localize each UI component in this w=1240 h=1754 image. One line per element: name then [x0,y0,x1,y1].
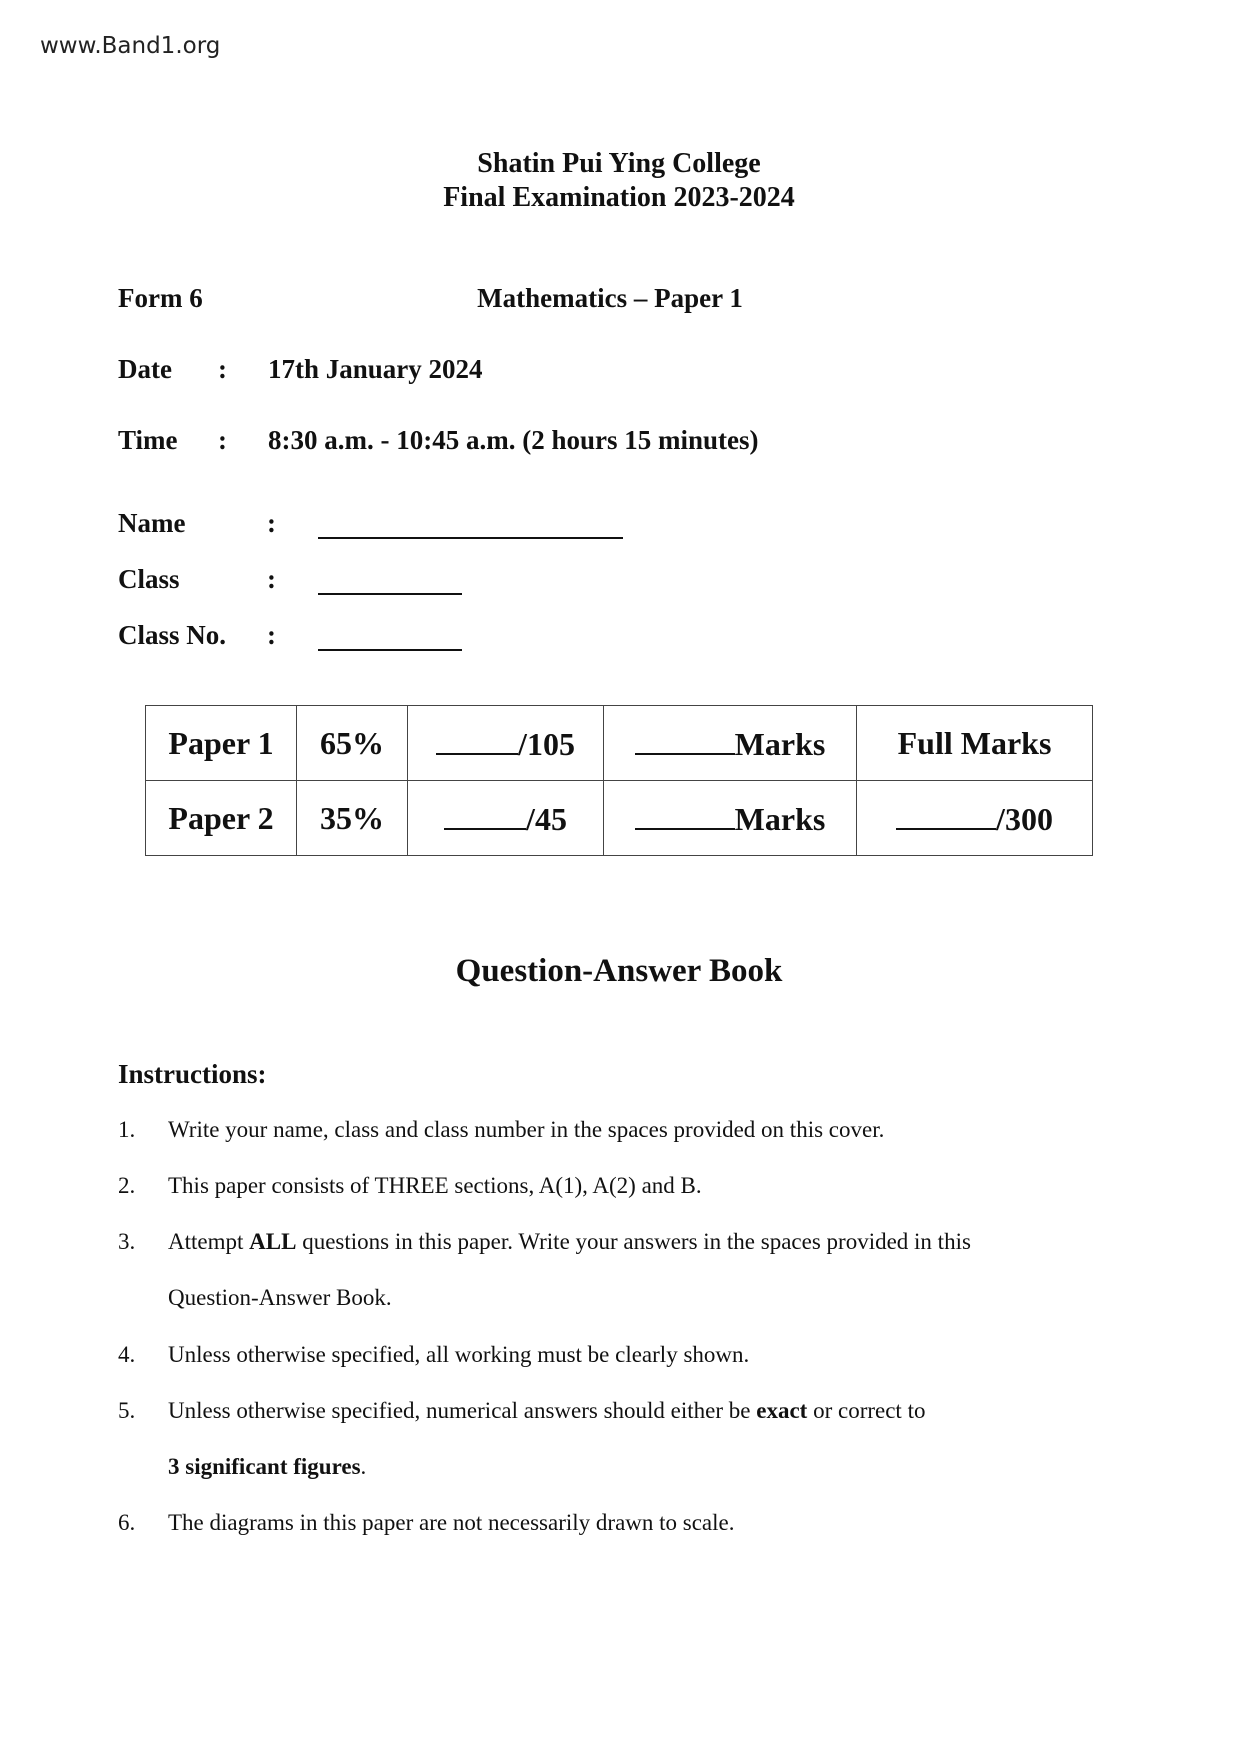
time-value: 8:30 a.m. - 10:45 a.m. (2 hours 15 minutes) [268,425,759,455]
instructions-heading: Instructions: [118,1059,267,1089]
name-field[interactable] [318,537,623,539]
emphasis: exact [756,1398,808,1423]
class-field[interactable] [318,593,462,595]
item-number: 6. [118,1510,136,1535]
total-max: /300 [996,801,1053,837]
text: Attempt [168,1229,250,1254]
subject: Mathematics – Paper 1 [477,283,743,313]
item-number: 5. [118,1398,136,1423]
table-row [146,706,1093,781]
marks-label: Marks [734,801,826,837]
instruction-item [168,1229,971,1255]
colon: : [218,354,227,384]
book-title: Question-Answer Book [455,953,783,989]
form-label: Form 6 [118,283,203,313]
total-cell[interactable] [857,781,1093,856]
emphasis: ALL [249,1229,297,1254]
item-number: 4. [118,1342,136,1367]
marks-table [145,705,1093,856]
colon: : [218,425,227,455]
full-marks-label: Full Marks [857,706,1093,781]
emphasis: 3 significant figures [168,1454,361,1479]
item-number: 1. [118,1117,136,1142]
exam-title: Final Examination 2023-2024 [443,182,795,213]
colon: : [267,620,276,650]
text: Unless otherwise specified, numerical answers should either be [168,1398,757,1423]
class-no-label: Class No. [118,620,227,650]
score-cell[interactable] [408,706,604,781]
text: . [360,1454,367,1479]
instruction-continuation: Question-Answer Book. [168,1285,392,1310]
instruction-continuation [168,1454,366,1480]
class-no-field[interactable] [318,649,462,651]
text: or correct to [807,1398,926,1423]
paper-weight: 35% [297,781,408,856]
item-number: 3. [118,1229,136,1254]
score-max: /105 [518,726,575,762]
instruction-item: The diagrams in this paper are not necessarily drawn to scale. [168,1510,735,1535]
paper-weight: 65% [297,706,408,781]
school-name: Shatin Pui Ying College [477,148,761,179]
paper-label: Paper 2 [146,781,297,856]
instruction-item: Write your name, class and class number in the spaces provided on this cover. [168,1117,885,1142]
time-label: Time [118,425,178,455]
marks-label: Marks [734,726,826,762]
text: questions in this paper. Write your answers in the spaces provided in this [296,1229,971,1254]
score-cell[interactable] [408,781,604,856]
table-row [146,781,1093,856]
item-number: 2. [118,1173,136,1198]
instruction-item [168,1398,925,1424]
date-value: 17th January 2024 [268,354,483,384]
instruction-item: Unless otherwise specified, all working must be clearly shown. [168,1342,750,1367]
date-label: Date [118,354,172,384]
marks-cell[interactable] [604,781,857,856]
instruction-item: This paper consists of THREE sections, A(1), A(2) and B. [168,1173,702,1198]
class-label: Class [118,564,180,594]
marks-cell[interactable] [604,706,857,781]
watermark: www.Band1.org [40,33,221,59]
colon: : [267,564,276,594]
score-max: /45 [526,801,567,837]
colon: : [267,508,276,538]
name-label: Name [118,508,186,538]
paper-label: Paper 1 [146,706,297,781]
